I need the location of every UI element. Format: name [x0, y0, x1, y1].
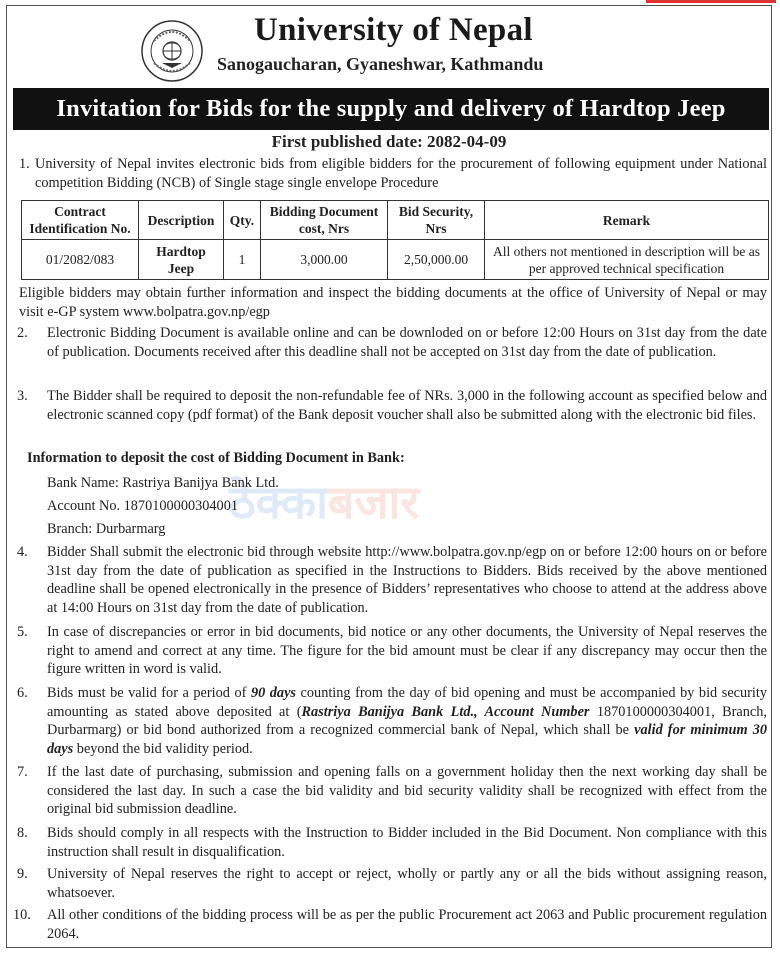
remark-cell: All others not mentioned in description will be as per approved technical specification — [485, 240, 769, 280]
item-text: Electronic Bidding Document is available online and can be downloded on or before 12:00 Hours on 31st day from the date of publication. Documents received after this deadline shall not be accepted on 31st day from the date of publication. — [47, 325, 767, 360]
published-date: First published date: 2082-04-09 — [271, 132, 507, 151]
header-cell: Remark — [485, 201, 769, 240]
item-number: 9. — [17, 866, 28, 882]
bank-account: Account No. 1870100000304001 — [47, 498, 239, 514]
header-cell: Qty. — [224, 201, 261, 240]
item-number: 3. — [17, 388, 28, 404]
bank-name: Bank Name: Rastriya Banijya Bank Ltd. — [47, 475, 279, 491]
bank-branch: Branch: Durbarmarg — [47, 521, 166, 537]
header-cell: Description — [139, 201, 224, 240]
item-4 — [17, 543, 767, 617]
item-6 — [17, 684, 767, 758]
item-text: If the last date of purchasing, submission and opening falls on a government holiday then the next working day shall be considered the last day. In such a case the bid validity and bid security validity shall be recognized with effect from the original bid submission deadline. — [47, 764, 767, 817]
header — [7, 6, 771, 86]
item-text: In case of discrepancies or error in bid documents, bid notice or any other documents, the University of Nepal reserves the right to amend and correct at any time. The figure for the bid amount must be clear if any discrepancy may occur then the figure written in word is valid. — [47, 624, 767, 677]
table-row — [22, 240, 769, 280]
header-cell: Bid Security, Nrs — [388, 201, 485, 240]
item-text: Bidder Shall submit the electronic bid through website http://www.bolpatra.gov.np/egp on or before 12:00 hours on or before 31st day from the date of publication as specified in the Instructions to Bidders. Bids received by the above mentioned deadline shall be opened electronically in the presence of Bidders’ representatives who choose to attend at the address above at 14:00 Hours on 31st day from the date of publication. — [47, 544, 767, 616]
university-address: Sanogaucharan, Gyaneshwar, Kathmandu — [217, 54, 544, 74]
item-number: 4. — [17, 544, 28, 560]
item-8 — [17, 824, 767, 861]
item-text — [47, 684, 767, 758]
watermark-part-1: ठेक्का — [229, 475, 329, 529]
item-number: 10. — [13, 907, 31, 923]
text-run: beyond the bid validity period. — [73, 740, 253, 757]
notice-banner: Invitation for Bids for the supply and delivery of Hardtop Jeep — [13, 88, 769, 130]
item-number: 8. — [17, 825, 28, 841]
bid-security-cell: 2,50,000.00 — [388, 240, 485, 280]
contract-id-cell: 01/2082/083 — [22, 240, 139, 280]
item-1 — [19, 155, 767, 192]
doc-cost-cell: 3,000.00 — [261, 240, 388, 280]
table-header-row — [22, 201, 769, 240]
bid-table — [21, 200, 769, 280]
text-run: counting from the day of bid opening and must be accompanied by bid security amounting as stated above deposited at ( — [47, 685, 768, 720]
emphasis-bank-account: Rastriya Banijya Bank Ltd., Account Number — [301, 703, 590, 720]
item-10 — [13, 906, 767, 943]
university-name: University of Nepal — [254, 12, 533, 48]
item-text: All other conditions of the bidding process will be as per the public Procurement act 2063 and Public procurement regulation 2064. — [47, 907, 767, 942]
eligibility-text: Eligible bidders may obtain further information and inspect the bidding documents at the office of University of Nepal or may visit e-GP system www.bolpatra.gov.np/egp — [19, 285, 767, 320]
item-number: 7. — [17, 764, 28, 780]
text-run: Bids must be valid for a period of — [47, 685, 251, 701]
emphasis-90-days: 90 days — [250, 685, 296, 701]
notice-page — [6, 5, 772, 948]
top-accent-bar — [646, 0, 776, 3]
item-5 — [17, 623, 767, 679]
qty-cell: 1 — [224, 240, 261, 280]
item-text: University of Nepal invites electronic bids from eligible bidders for the procurement of following equipment under National competition Bidding (NCB) of Single stage single envelope Procedure — [35, 156, 767, 191]
item-number: 6. — [17, 685, 28, 701]
header-cell: Bidding Document cost, Nrs — [261, 201, 388, 240]
item-9 — [17, 865, 767, 902]
header-cell: Contract Identification No. — [22, 201, 139, 240]
item-text: Bids should comply in all respects with the Instruction to Bidder included in the Bid Document. Non compliance with this instruction shall result in disqualification. — [47, 825, 767, 860]
item-number: 1. — [19, 156, 30, 172]
item-2 — [17, 324, 767, 361]
emphasis-validity: valid for minimum 30 days — [47, 722, 767, 757]
item-number: 5. — [17, 624, 28, 640]
item-number: 2. — [17, 325, 28, 341]
item-text: University of Nepal reserves the right to accept or reject, wholly or partly any or all the bids without assigning reason, whatsoever. — [47, 866, 767, 901]
watermark-part-2: बजार — [328, 475, 420, 529]
item-7 — [17, 763, 767, 819]
item-text: The Bidder shall be required to deposit the non-refundable fee of NRs. 3,000 in the following account as specified below and electronic scanned copy (pdf format) of the Bank deposit voucher shall also be submitted along with the electronic bid files. — [47, 388, 767, 423]
bank-info-heading: Information to deposit the cost of Bidding Document in Bank: — [27, 450, 405, 466]
university-seal-logo — [140, 19, 204, 83]
description-cell: Hardtop Jeep — [139, 240, 224, 280]
text-run: 1870100000304001, Branch, Durbarmarg) or bid bond authorized from a recognized commercial bank of Nepal, which shall be — [47, 703, 767, 738]
item-3 — [17, 387, 767, 424]
